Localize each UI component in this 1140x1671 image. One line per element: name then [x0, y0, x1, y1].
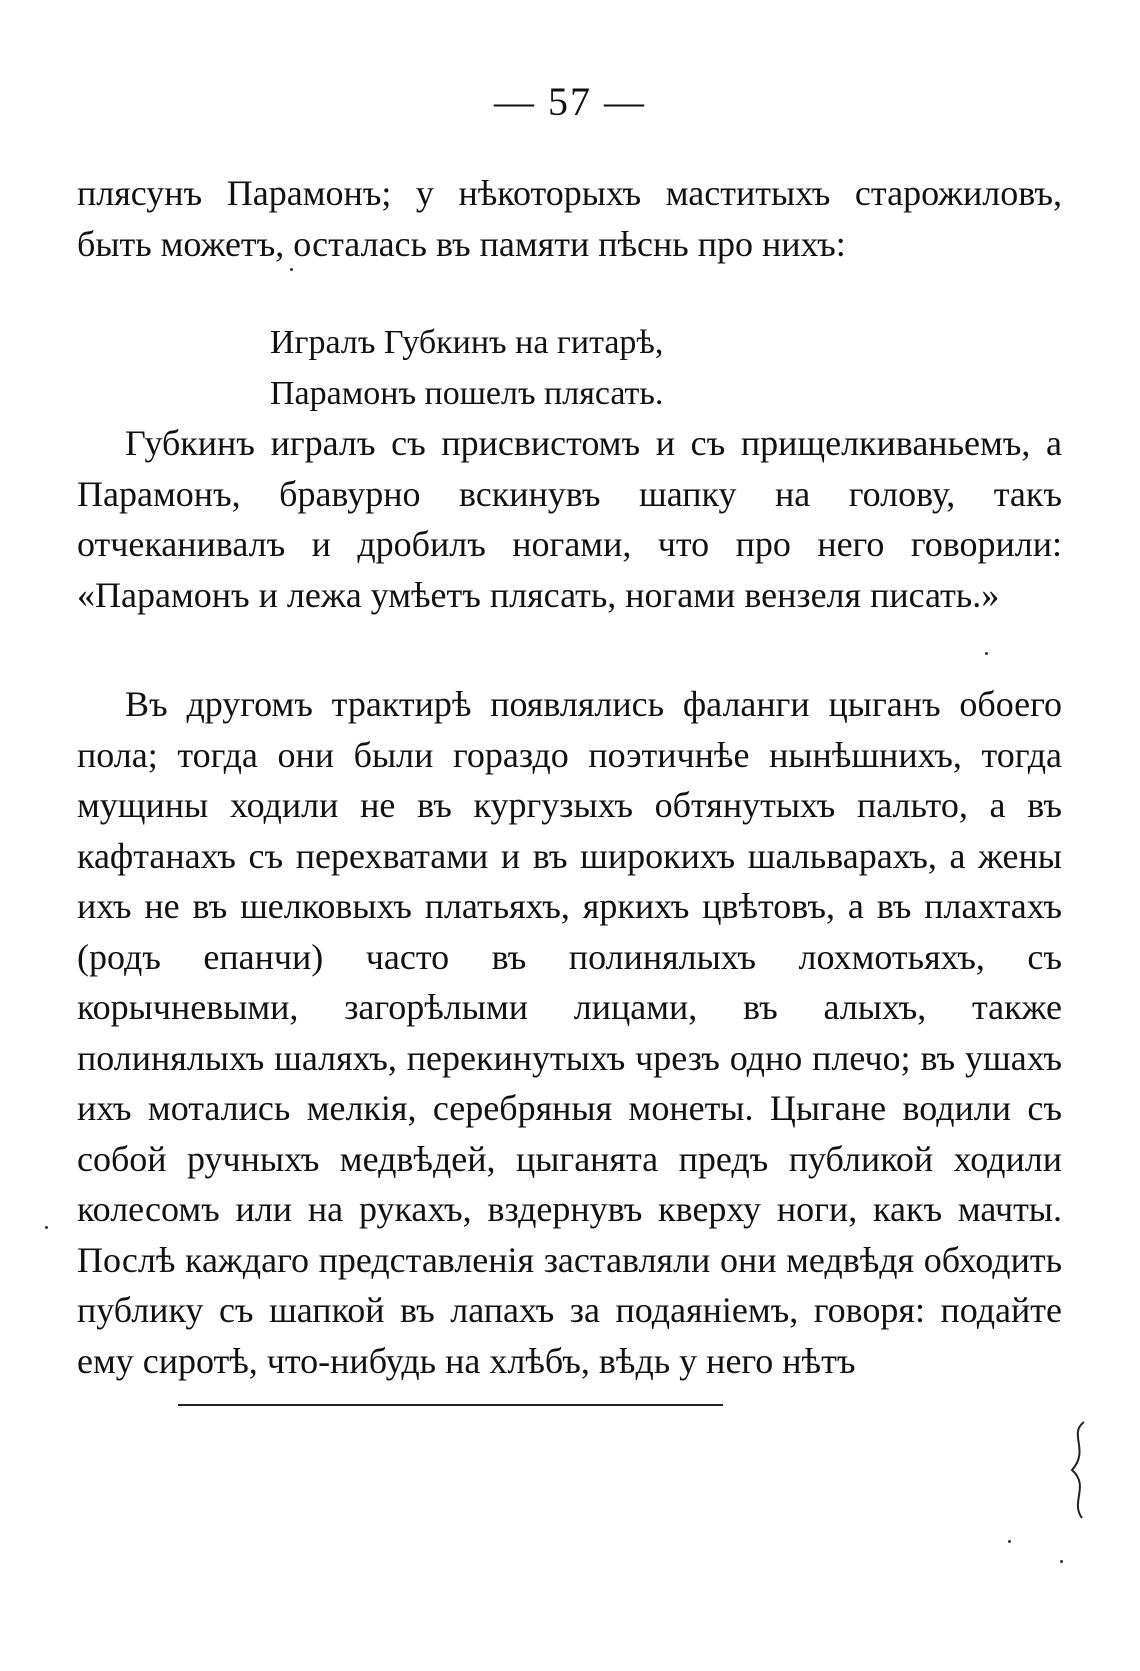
- paragraph-1-text: плясунъ Парамонъ; у нѣкоторыхъ маститыхъ старожиловъ, быть можетъ, осталась въ памяти пѣснь про нихъ:: [77, 173, 1062, 264]
- paragraph-3-text: Въ другомъ трактирѣ появлялись фаланги цыганъ обоего пола; тогда они были гораздо поэтичнѣе нынѣшнихъ, тогда мущины ходили не въ кургузыхъ обтянутыхъ пальто, а въ кафтанахъ съ перехватами и въ широкихъ шальварахъ, а жены ихъ не въ шелковыхъ платьяхъ, яркихъ цвѣтовъ, а въ плахтахъ (родъ епанчи) часто въ полинялыхъ лохмотьяхъ, съ корычневыми, загорѣлыми лицами, въ алыхъ, также полинялыхъ шаляхъ, перекинутыхъ чрезъ одно плечо; въ ушахъ ихъ мотались мелкія, серебряныя монеты. Цыгане водили съ собой ручныхъ медвѣдей, цыганята предъ публикой ходили колесомъ или на рукахъ, вздернувъ кверху ноги, какъ мачты. Послѣ каждаго представленія заставляли они медвѣдя обходить публику съ шапкой въ лапахъ за подаяніемъ, говоря: подайте ему сиротѣ, что-нибудь на хлѣбъ, вѣдь у него нѣтъ: [77, 684, 1062, 1381]
- scan-speck: [45, 1226, 48, 1229]
- paragraph-1: [77, 168, 1062, 269]
- paragraph-2: [77, 418, 1062, 620]
- scan-speck: [985, 652, 988, 655]
- paragraph-3: [77, 679, 1062, 1386]
- paragraph-2-text: Губкинъ игралъ съ присвистомъ и съ прищелкиваньемъ, а Парамонъ, бравурно вскинувъ шапку на голову, такъ отчеканивалъ и дробилъ ногами, что про него говорили: «Парамонъ и лежа умѣетъ плясать, ногами вензеля писать.»: [77, 423, 1062, 615]
- verse-line-2: Парамонъ пошелъ плясать.: [270, 375, 664, 412]
- scan-speck: [1060, 1560, 1063, 1563]
- scan-speck: [290, 268, 293, 271]
- pencil-underline: [178, 1404, 723, 1406]
- page-number: — 57 —: [494, 79, 646, 124]
- verse-quote: [270, 317, 663, 419]
- scan-speck: [1008, 1540, 1011, 1543]
- margin-bracket-mark: [1062, 1420, 1102, 1520]
- verse-line-1: Игралъ Губкинъ на гитарѣ,: [270, 324, 664, 361]
